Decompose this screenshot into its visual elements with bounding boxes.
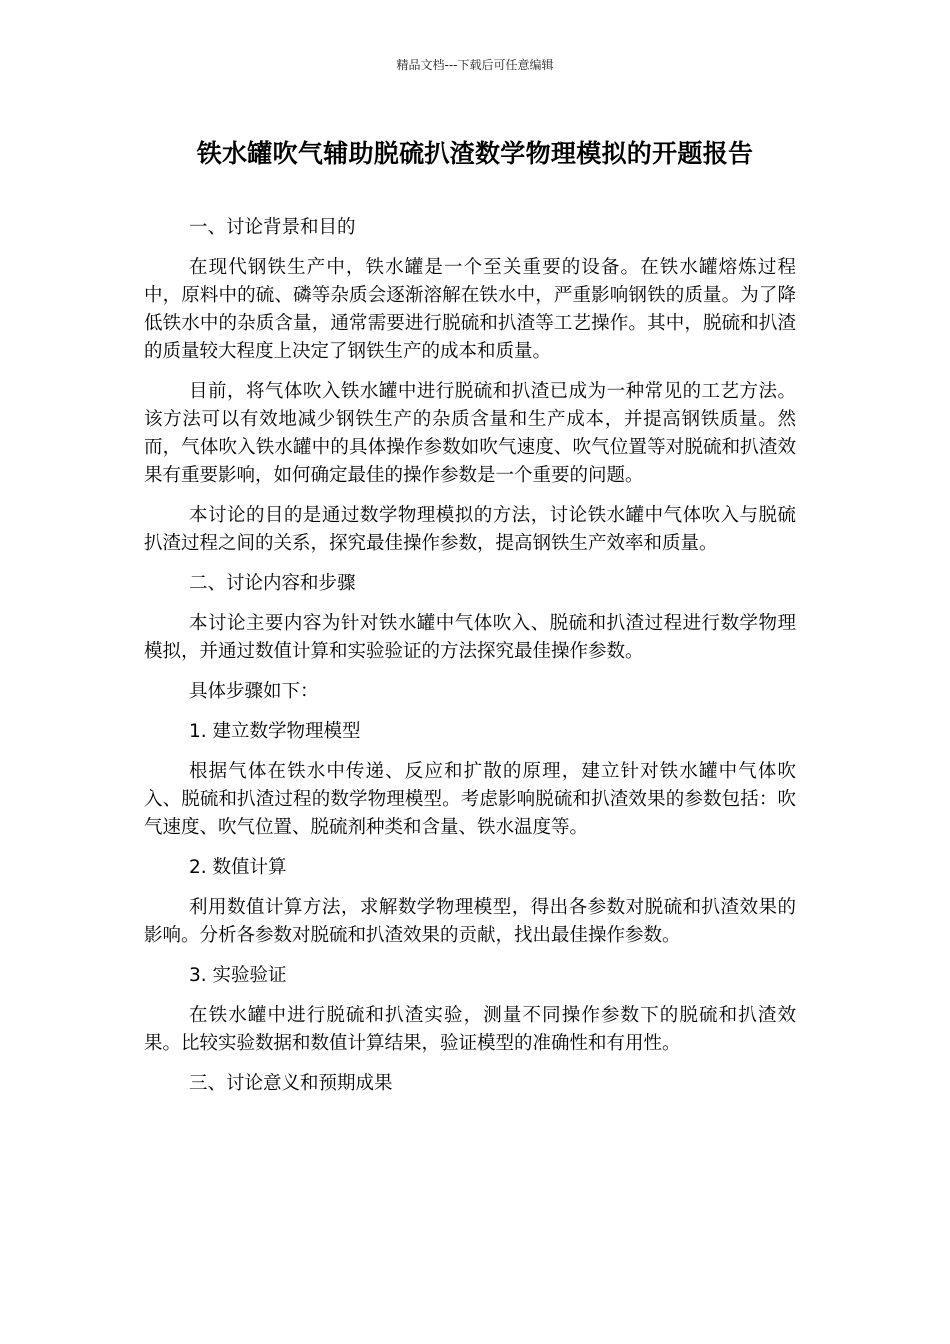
section-heading-content: 二、讨论内容和步骤 <box>189 573 356 594</box>
paragraph-step-experiment: 在铁水罐中进行脱硫和扒渣实验，测量不同操作参数下的脱硫和扒渣效果。比较实验数据和数值计算结果，验证模型的准确性和有用性。 <box>144 1005 796 1054</box>
paragraph-background-1: 在现代钢铁生产中，铁水罐是一个至关重要的设备。在铁水罐熔炼过程中，原料中的硫、磷等杂质会逐渐溶解在铁水中，严重影响钢铁的质量。为了降低铁水中的杂质含量，通常需要进行脱硫和扒渣等工艺操作。其中，脱硫和扒渣的质量较大程度上决定了钢铁生产的成本和质量。 <box>144 257 796 362</box>
paragraph-background-3: 本讨论的目的是通过数学物理模拟的方法，讨论铁水罐中气体吹入与脱硫扒渣过程之间的关系，探究最佳操作参数，提高钢铁生产效率和质量。 <box>144 505 796 554</box>
paragraph-content-1: 本讨论主要内容为针对铁水罐中气体吹入、脱硫和扒渣过程进行数学物理模拟，并通过数值计算和实验验证的方法探究最佳操作参数。 <box>144 613 796 662</box>
paragraph-step-calculation: 利用数值计算方法，求解数学物理模型，得出各参数对脱硫和扒渣效果的影响。分析各参数对脱硫和扒渣效果的贡献，找出最佳操作参数。 <box>144 897 796 946</box>
section-heading-significance: 三、讨论意义和预期成果 <box>189 1073 393 1094</box>
document-title: 铁水罐吹气辅助脱硫扒渣数学物理模拟的开题报告 <box>196 139 754 168</box>
paragraph-background-2: 目前，将气体吹入铁水罐中进行脱硫和扒渣已成为一种常见的工艺方法。该方法可以有效地减少钢铁生产的杂质含量和生产成本，并提高钢铁质量。然而，气体吹入铁水罐中的具体操作参数如吹气速度、吹气位置等对脱硫和扒渣效果有重要影响，如何确定最佳的操作参数是一个重要的问题。 <box>144 381 796 486</box>
step-heading-calculation: 2. 数值计算 <box>189 857 287 878</box>
paragraph-content-2: 具体步骤如下： <box>189 681 319 702</box>
step-heading-experiment: 3. 实验验证 <box>189 965 287 986</box>
document-body <box>144 214 796 1110</box>
paragraph-step-model: 根据气体在铁水中传递、反应和扩散的原理，建立针对铁水罐中气体吹入、脱硫和扒渣过程的数学物理模型。考虑影响脱硫和扒渣效果的参数包括：吹气速度、吹气位置、脱硫剂种类和含量、铁水温度等。 <box>144 761 796 838</box>
step-heading-model: 1. 建立数学物理模型 <box>189 721 361 742</box>
section-heading-background: 一、讨论背景和目的 <box>189 217 356 238</box>
page-header: 精品文档---下载后可任意编辑 <box>396 58 554 72</box>
